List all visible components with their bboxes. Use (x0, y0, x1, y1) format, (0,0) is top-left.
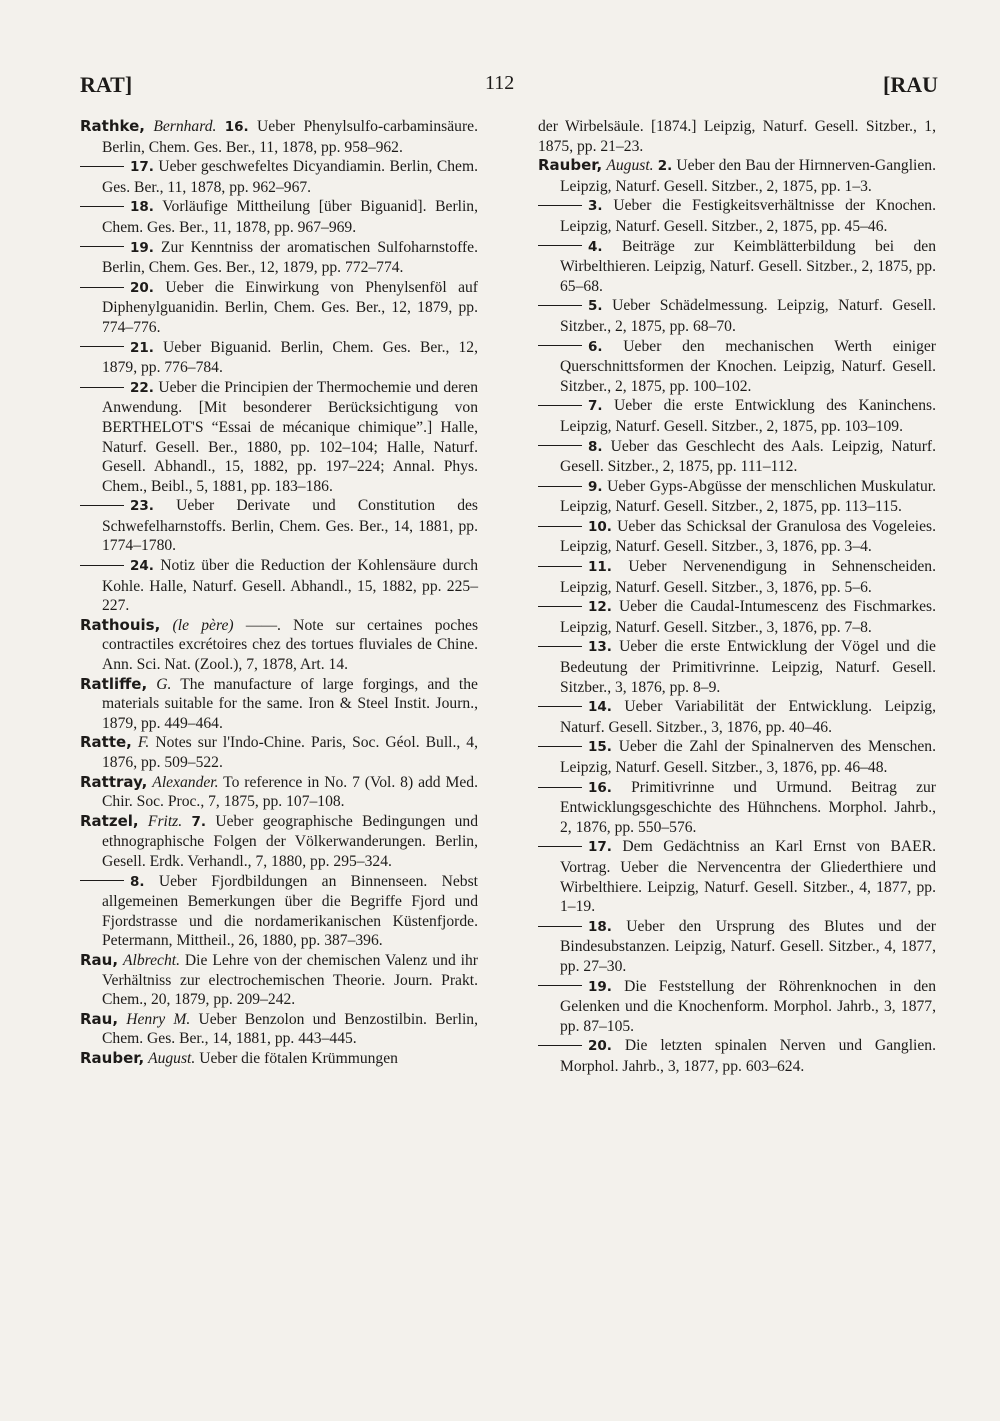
ditto-rule (538, 486, 582, 487)
entry-number: 19. (130, 239, 154, 256)
entry-author: Rau, (80, 950, 119, 969)
entry-text: Ueber die fötalen Krümmungen (199, 1049, 398, 1067)
catalogue-entry (538, 917, 936, 977)
entry-given-name: Alexander. (152, 773, 219, 791)
entry-number: 24. (130, 558, 154, 575)
ditto-rule (538, 205, 582, 206)
entry-text: Notes sur l'Indo-Chine. Paris, Soc. Géol. Bull., 4, 1876, pp. 509–522. (102, 734, 478, 771)
catalogue-entry (538, 737, 936, 777)
entry-number: 15. (588, 739, 612, 756)
entry-number: 7. (191, 813, 207, 830)
ditto-rule (538, 1045, 582, 1046)
catalogue-entry (80, 872, 478, 951)
catalogue-entry (538, 697, 936, 737)
ditto-rule (538, 746, 582, 747)
entry-number: 19. (588, 978, 612, 995)
entry-number: 3. (588, 198, 603, 215)
entry-text: der Wirbelsäule. [1874.] Leipzig, Naturf. Gesell. Sitzber., 1, 1875, pp. 21–23. (538, 118, 936, 155)
entry-given-name: F. (137, 734, 150, 752)
right-column (538, 117, 936, 1077)
catalogue-entry (80, 1049, 478, 1069)
entry-number: 18. (588, 918, 612, 935)
page-number: 112 (485, 72, 515, 94)
ditto-rule (80, 206, 124, 207)
catalogue-entry (80, 951, 478, 1010)
ditto-rule (80, 505, 124, 506)
catalogue-entry (538, 117, 936, 156)
entry-given-name: Albrecht. (122, 951, 180, 969)
catalogue-entry (538, 837, 936, 916)
entry-number: 9. (588, 478, 603, 495)
catalogue-entry (538, 597, 936, 637)
entry-text: Ueber die Festigkeitsverhältnisse der Knochen. Leipzig, Naturf. Gesell. Sitzber., 2, 1875, pp. 45–46. (560, 197, 936, 235)
catalogue-entry (538, 637, 936, 697)
entry-author: Rathouis, (80, 615, 161, 634)
entry-given-name: Henry M. (126, 1010, 191, 1028)
entry-given-name: (le père) (172, 616, 234, 634)
entry-number: 6. (588, 338, 603, 355)
ditto-rule (538, 706, 582, 707)
catalogue-entry (538, 477, 936, 517)
entry-given-name: Fritz. (147, 812, 183, 830)
entry-given-name: August. (148, 1049, 196, 1067)
entry-author: Ratte, (80, 733, 132, 752)
catalogue-entry (538, 437, 936, 477)
ditto-rule (538, 566, 582, 567)
entry-number: 13. (588, 639, 612, 656)
entry-author: Ratzel, (80, 811, 139, 830)
ditto-rule (538, 606, 582, 607)
entry-text: Beiträge zur Keimblätterbildung bei den Wirbelthieren. Leipzig, Naturf. Gesell. Sitzber., 2, 1875, pp. 65–68. (560, 237, 937, 295)
entry-text: Ueber die Einwirkung von Phenylsenföl auf Diphenylguanidin. Berlin, Chem. Ges. Ber., 12, 1879, pp. 774–776. (102, 278, 478, 336)
catalogue-entry (538, 977, 936, 1037)
catalogue-entry (538, 396, 936, 436)
entry-text: Dem Gedächtniss an Karl Ernst von BAER. Vortrag. Ueber die Nervencentra der Gliederthiere und Wirbelthiere. Leipzig, Naturf. Gesell. Sitzber., 4, 1877, pp. 1–19. (560, 838, 937, 916)
entry-text: Die Feststellung der Röhrenknochen in den Gelenken und die Knochenform. Morphol. Jahrb., 3, 1877, pp. 87–105. (560, 977, 936, 1035)
entry-number: 7. (588, 398, 603, 415)
ditto-rule (538, 305, 582, 306)
entry-author: Rauber, (538, 156, 603, 175)
catalogue-entry (538, 196, 936, 236)
entry-text: Ueber Gyps-Abgüsse der menschlichen Muskulatur. Leipzig, Naturf. Gesell. Sitzber., 2, 1875, pp. 113–115. (560, 477, 936, 516)
entry-number: 2. (657, 158, 673, 175)
entry-number: 14. (588, 699, 612, 716)
entry-text: Ueber Phenylsulfo-carbaminsäure. Berlin, Chem. Ges. Ber., 11, 1878, pp. 958–962. (102, 118, 478, 156)
entry-text: Ueber Fjordbildungen an Binnenseen. Nebst allgemeinen Bemerkungen über die Begriffe Fjord und Fjordstrasse und die nordamerikanischen Küstenfjorde. Petermann, Mittheil., 26, 1880, pp. 387–396. (102, 872, 478, 950)
catalogue-entry (538, 337, 936, 397)
catalogue-entry (80, 675, 478, 734)
entry-author: Rattray, (80, 772, 148, 791)
entry-text: Ueber Derivate und Constitution des Schwefelharnstoffs. Berlin, Chem. Ges. Ber., 14, 1881, pp. 1774–1780. (102, 497, 478, 555)
entry-number: 10. (588, 518, 612, 535)
ditto-rule (538, 846, 582, 847)
entry-text: Ueber das Geschlecht des Aals. Leipzig, Naturf. Gesell. Sitzber., 2, 1875, pp. 111–112. (560, 437, 937, 476)
header-right-catchword: [RAU (883, 72, 938, 97)
running-header (80, 72, 938, 100)
entry-author: Ratliffe, (80, 674, 148, 693)
ditto-rule (80, 565, 124, 566)
catalogue-entry (80, 338, 478, 378)
catalogue-entry (538, 296, 936, 336)
entry-number: 12. (588, 599, 612, 616)
entry-number: 18. (130, 199, 154, 216)
entry-number: 20. (130, 279, 154, 296)
catalogue-entry (80, 117, 478, 157)
entry-text: Ueber die Principien der Thermochemie und deren Anwendung. [Mit besonderer Berücksichtigung von BERTHELOT'S “Essai de mécanique chimique”.] Halle, Naturf. Gesell. Ber., 1880, pp. 102–104; Halle, Naturf. Gesell. Abhandl., 15, 1882, pp. 197–224; Annal. Phys. Chem., Beibl., 5, 1881, pp. 183–186. (102, 378, 478, 495)
entry-text: Ueber geographische Bedingungen und ethnographische Folgen der Völkerwanderungen. Berlin, Gesell. Erdk. Verhandl., 7, 1880, pp. 295–324. (102, 812, 478, 870)
catalogue-entry (80, 773, 478, 812)
catalogue-entry (538, 517, 936, 557)
catalogue-entry (538, 156, 936, 196)
entry-number: 4. (588, 238, 603, 255)
ditto-rule (538, 245, 582, 246)
ditto-rule (80, 346, 124, 347)
catalogue-entry (80, 812, 478, 872)
entry-given-name: Bernhard. (153, 118, 217, 135)
entry-text: To reference in No. 7 (Vol. 8) add Med. Chir. Soc. Proc., 7, 1875, pp. 107–108. (102, 773, 478, 811)
ditto-rule (538, 345, 582, 346)
catalogue-entry (80, 1010, 478, 1049)
entry-author: Rau, (80, 1009, 119, 1028)
entry-author: Rathke, (80, 117, 145, 135)
ditto-rule (538, 646, 582, 647)
entry-text: Ueber geschwefeltes Dicyandiamin. Berlin, Chem. Ges. Ber., 11, 1878, pp. 962–967. (102, 158, 478, 196)
ditto-rule (80, 166, 124, 167)
entry-text: Ueber Nervenendigung in Sehnenscheiden. Leipzig, Naturf. Gesell. Sitzber., 3, 1876, pp. 5–6. (560, 558, 936, 596)
catalogue-entry (80, 556, 478, 616)
entry-text: Ueber Schädelmessung. Leipzig, Naturf. Gesell. Sitzber., 2, 1875, pp. 68–70. (560, 297, 936, 335)
ditto-rule (538, 526, 582, 527)
entry-text: Ueber das Schicksal der Granulosa des Vogeleies. Leipzig, Naturf. Gesell. Sitzber., 3, 1876, pp. 3–4. (560, 517, 936, 556)
entry-text: Die letzten spinalen Nerven und Ganglien. Morphol. Jahrb., 3, 1877, pp. 603–624. (560, 1037, 936, 1075)
ditto-rule (538, 787, 582, 788)
entry-text: Ueber die Caudal-Intumescenz des Fischmarkes. Leipzig, Naturf. Gesell. Sitzber., 3, 1876, pp. 7–8. (560, 598, 937, 636)
entry-text: Ueber Benzolon und Benzostilbin. Berlin, Chem. Ges. Ber., 14, 1881, pp. 443–445. (102, 1010, 478, 1048)
entry-number: 16. (588, 779, 612, 796)
ditto-rule (80, 880, 124, 881)
entry-text: ——. Note sur certaines poches contractiles excrétoires chez des tortues fluviales de Chine. Ann. Sci. Nat. (Zool.), 7, 1878, Art. 14. (102, 616, 479, 674)
catalogue-entry (538, 1036, 936, 1076)
left-column (80, 117, 478, 1069)
ditto-rule (538, 926, 582, 927)
entry-number: 17. (588, 839, 612, 856)
entry-number: 23. (130, 498, 154, 515)
entry-text: Zur Kenntniss der aromatischen Sulfoharnstoffe. Berlin, Chem. Ges. Ber., 12, 1879, pp. 772–774. (102, 238, 478, 277)
ditto-rule (80, 246, 124, 247)
entry-number: 17. (130, 159, 154, 176)
entry-number: 5. (588, 298, 603, 315)
entry-text: Ueber den Ursprung des Blutes und der Bindesubstanzen. Leipzig, Naturf. Gesell. Sitzber., 4, 1877, pp. 27–30. (560, 917, 936, 975)
catalogue-entry (80, 378, 478, 497)
catalogue-entry (538, 557, 936, 597)
ditto-rule (538, 405, 582, 406)
entry-text: Ueber die Zahl der Spinalnerven des Menschen. Leipzig, Naturf. Gesell. Sitzber., 3, 1876, pp. 46–48. (560, 738, 936, 776)
catalogue-entry (80, 197, 478, 237)
entry-text: Ueber Variabilität der Entwicklung. Leipzig, Naturf. Gesell. Sitzber., 3, 1876, pp. 40–46. (560, 698, 936, 736)
catalogue-entry (80, 238, 478, 278)
entry-text: Ueber die erste Entwicklung des Kaninchens. Leipzig, Naturf. Gesell. Sitzber., 2, 1875, pp. 103–109. (560, 397, 936, 435)
entry-text: Notiz über die Reduction der Kohlensäure durch Kohle. Halle, Naturf. Gesell. Abhandl., 15, 1882, pp. 225–227. (102, 557, 478, 615)
catalogue-entry (80, 616, 478, 675)
entry-text: Primitivrinne und Urmund. Beitrag zur Entwicklungsgeschichte des Hühnchens. Morphol. Jahrb., 2, 1876, pp. 550–576. (560, 778, 936, 836)
entry-text: Ueber den Bau der Hirnnerven-Ganglien. Leipzig, Naturf. Gesell. Sitzber., 2, 1875, pp. 1–3. (560, 157, 936, 195)
entry-given-name: G. (156, 675, 172, 693)
entry-author: Rauber, (80, 1048, 145, 1067)
entry-text: Ueber die erste Entwicklung der Vögel und die Bedeutung der Primitivrinne. Leipzig, Naturf. Gesell. Sitzber., 3, 1876, pp. 8–9. (560, 638, 936, 696)
catalogue-entry (538, 778, 936, 838)
header-left-catchword: RAT] (80, 72, 133, 97)
entry-number: 8. (588, 438, 603, 455)
catalogue-entry (80, 496, 478, 556)
ditto-rule (80, 287, 124, 288)
catalogue-entry (538, 237, 936, 297)
entry-text: Die Lehre von der chemischen Valenz und ihr Verhältniss zur electrochemischen Theorie. Journ. Prakt. Chem., 20, 1879, pp. 209–242. (102, 951, 478, 1009)
entry-number: 8. (130, 873, 145, 890)
catalogue-entry (80, 157, 478, 197)
catalogue-entry (80, 733, 478, 772)
entry-number: 20. (588, 1038, 612, 1055)
entry-number: 11. (588, 559, 612, 576)
entry-number: 16. (224, 119, 249, 135)
catalogue-entry (80, 278, 478, 338)
ditto-rule (80, 387, 124, 388)
ditto-rule (538, 985, 582, 986)
entry-number: 21. (130, 339, 154, 356)
entry-text: Ueber den mechanischen Werth einiger Querschnittsformen der Knochen. Leipzig, Naturf. Gesell. Sitzber., 2, 1875, pp. 100–102. (560, 337, 936, 395)
ditto-rule (538, 445, 582, 446)
entry-text: Ueber Biguanid. Berlin, Chem. Ges. Ber., 12, 1879, pp. 776–784. (102, 338, 479, 377)
entry-text: Vorläufige Mittheilung [über Biguanid]. Berlin, Chem. Ges. Ber., 11, 1878, pp. 967–969. (102, 198, 478, 236)
entry-text: The manufacture of large forgings, and the materials suitable for the same. Iron & Steel Instit. Journ., 1879, pp. 449–464. (102, 675, 478, 732)
entry-number: 22. (130, 379, 154, 396)
entry-given-name: August. (606, 157, 654, 175)
